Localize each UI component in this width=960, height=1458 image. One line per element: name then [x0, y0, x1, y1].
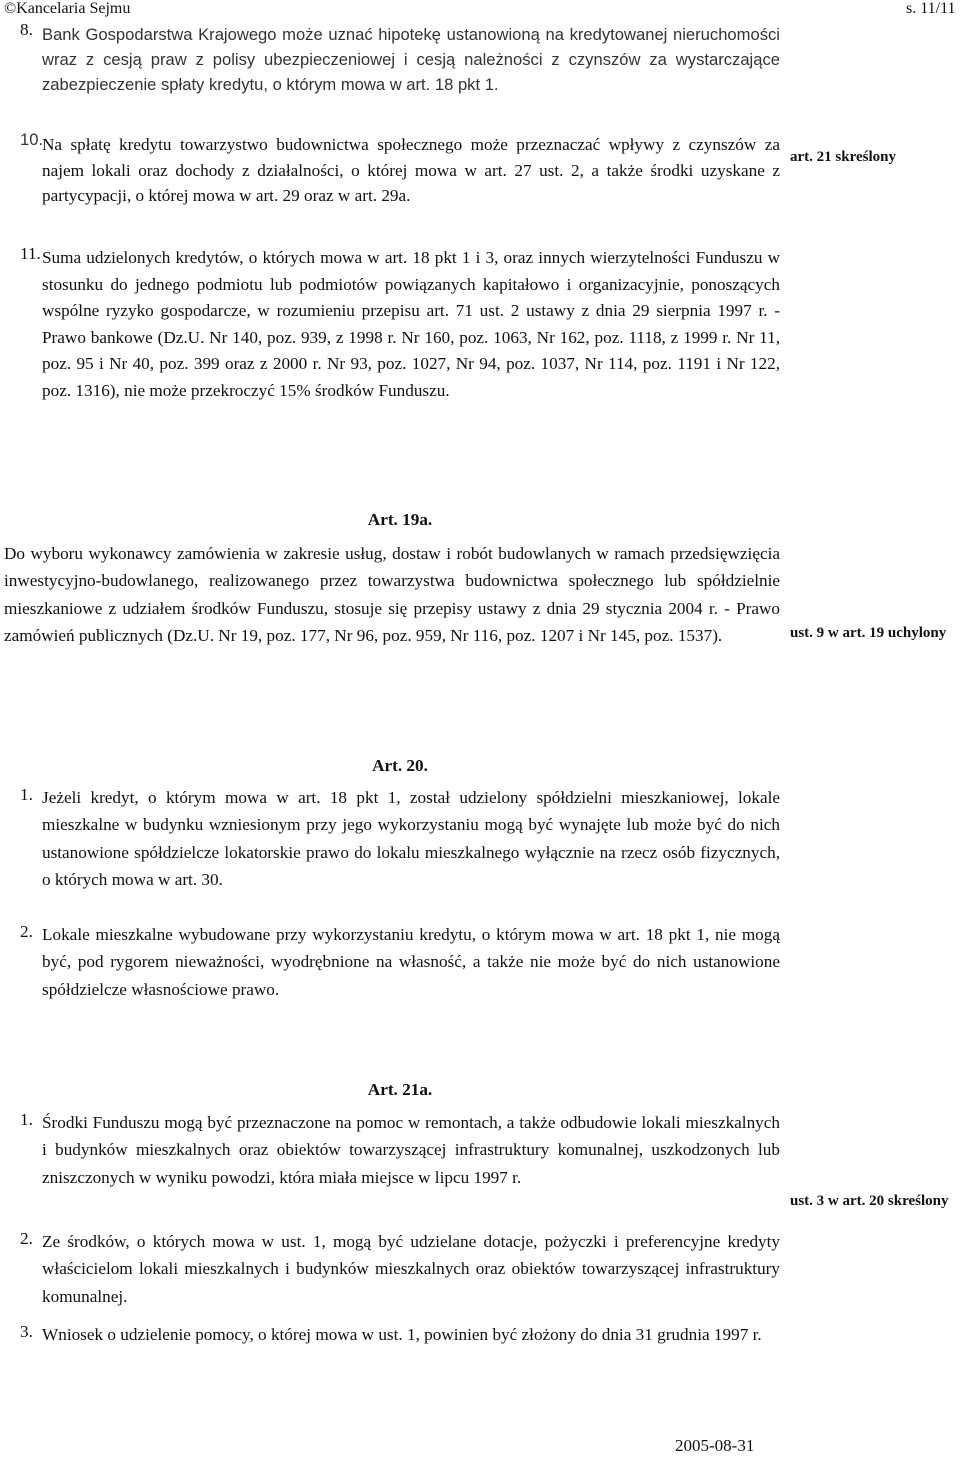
footer-date: 2005-08-31 [675, 1436, 755, 1455]
item-text: Środki Funduszu mogą być przeznaczone na pomoc w remontach, a także odbudowie lokali mieszkalnych i budynków mieszkalnych oraz obiektów towarzyszącej infrastruktury komunalnej, uszkodzonych lub zniszczonych w wyniku powodzi, która miała miejsce w lipcu 1997 r. [42, 1113, 780, 1187]
article-text: Do wyboru wykonawcy zamówienia w zakresie usług, dostaw i robót budowlanych w ramach przedsięwzięcia inwestycyjno-budowlanego, realizowanego przez towarzystwa budownictwa społecznego lub spółdzielnie mieszkaniowe z udziałem środków Funduszu, stosuje się przepisy ustawy z dnia 29 stycznia 2004 r. - Prawo zamówień publicznych (Dz.U. Nr 19, poz. 177, Nr 96, poz. 959, Nr 116, poz. 1207 i Nr 145, poz. 1537). [4, 544, 780, 645]
item-text: Bank Gospodarstwa Krajowego może uznać hipotekę ustanowioną na kredytowanej nieruchomości wraz z cesją praw z polisy ubezpieczeniowej i cesją należności z czynszów za wystarczające zabezpieczenie spłaty kredytu, o którym mowa w art. 18 pkt 1. [42, 25, 780, 95]
item-number: 8. [20, 20, 33, 39]
item-number: 2. [20, 1229, 33, 1248]
item-text: Jeżeli kredyt, o którym mowa w art. 18 pkt 1, został udzielony spółdzielni mieszkaniowej, lokale mieszkalne w budynku wzniesionym przy jego wykorzystaniu mogą być wynajęte lub może być do nich ustanowione spółdzielcze lokatorskie prawo do lokalu mieszkalnego wyłącznie na rzecz osób fizycznych, o których mowa w art. 30. [42, 788, 780, 890]
item-number: 2. [20, 922, 33, 941]
article-heading: Art. 21a. [367, 1080, 433, 1099]
item-text: Na spłatę kredytu towarzystwo budownictwa społecznego może przeznaczać wpływy z czynszów za najem lokali oraz dochody z działalności, o której mowa w art. 27 ust. 2, a także środki uzyskane z partycypacji, o której mowa w art. 29 oraz w art. 29a. [42, 135, 780, 205]
item-text: Suma udzielonych kredytów, o których mowa w art. 18 pkt 1 i 3, oraz innych wierzytelności Funduszu w stosunku do jednego podmiotu lub podmiotów powiązanych kapitałowo i organizacyjnie, ponoszących wspólne ryzyko gospodarcze, w rozumieniu przepisu art. 71 ust. 2 ustawy z dnia 29 sierpnia 1997 r. - Prawo bankowe (Dz.U. Nr 140, poz. 939, z 1998 r. Nr 160, poz. 1063, Nr 162, poz. 1118, z 1999 r. Nr 11, poz. 95 i Nr 40, poz. 399 oraz z 2000 r. Nr 93, poz. 1027, Nr 94, poz. 1037, Nr 114, poz. 1191 i Nr 122, poz. 1316), nie może przekroczyć 15% środków Funduszu. [42, 248, 780, 400]
item-number: 1. [20, 1110, 33, 1129]
article-heading: Art. 20. [372, 756, 428, 775]
page-number: s. 11/11 [906, 0, 956, 17]
article-heading: Art. 19a. [367, 510, 433, 529]
item-text: Lokale mieszkalne wybudowane przy wykorzystaniu kredytu, o którym mowa w art. 18 pkt 1, nie mogą być, pod rygorem nieważności, wyodrębnione na własność, a także nie może być do nich ustanowione spółdzielcze własnościowe prawo. [42, 925, 780, 999]
margin-note: art. 21 skreślony [790, 149, 896, 165]
item-number: 11. [20, 244, 41, 263]
item-number: 1. [20, 785, 33, 804]
margin-note: ust. 9 w art. 19 uchylony [790, 625, 947, 641]
item-number: 10. [20, 130, 44, 149]
item-text: Ze środków, o których mowa w ust. 1, mogą być udzielane dotacje, pożyczki i preferencyjne kredyty właścicielom lokali mieszkalnych i budynków mieszkalnych oraz obiektów towarzyszącej infrastruktury komunalnej. [42, 1232, 780, 1306]
item-number: 3. [20, 1322, 33, 1341]
item-text: Wniosek o udzielenie pomocy, o której mowa w ust. 1, powinien być złożony do dnia 31 grudnia 1997 r. [42, 1325, 762, 1344]
margin-note: ust. 3 w art. 20 skreślony [790, 1193, 949, 1209]
publisher-label: ©Kancelaria Sejmu [4, 0, 131, 17]
